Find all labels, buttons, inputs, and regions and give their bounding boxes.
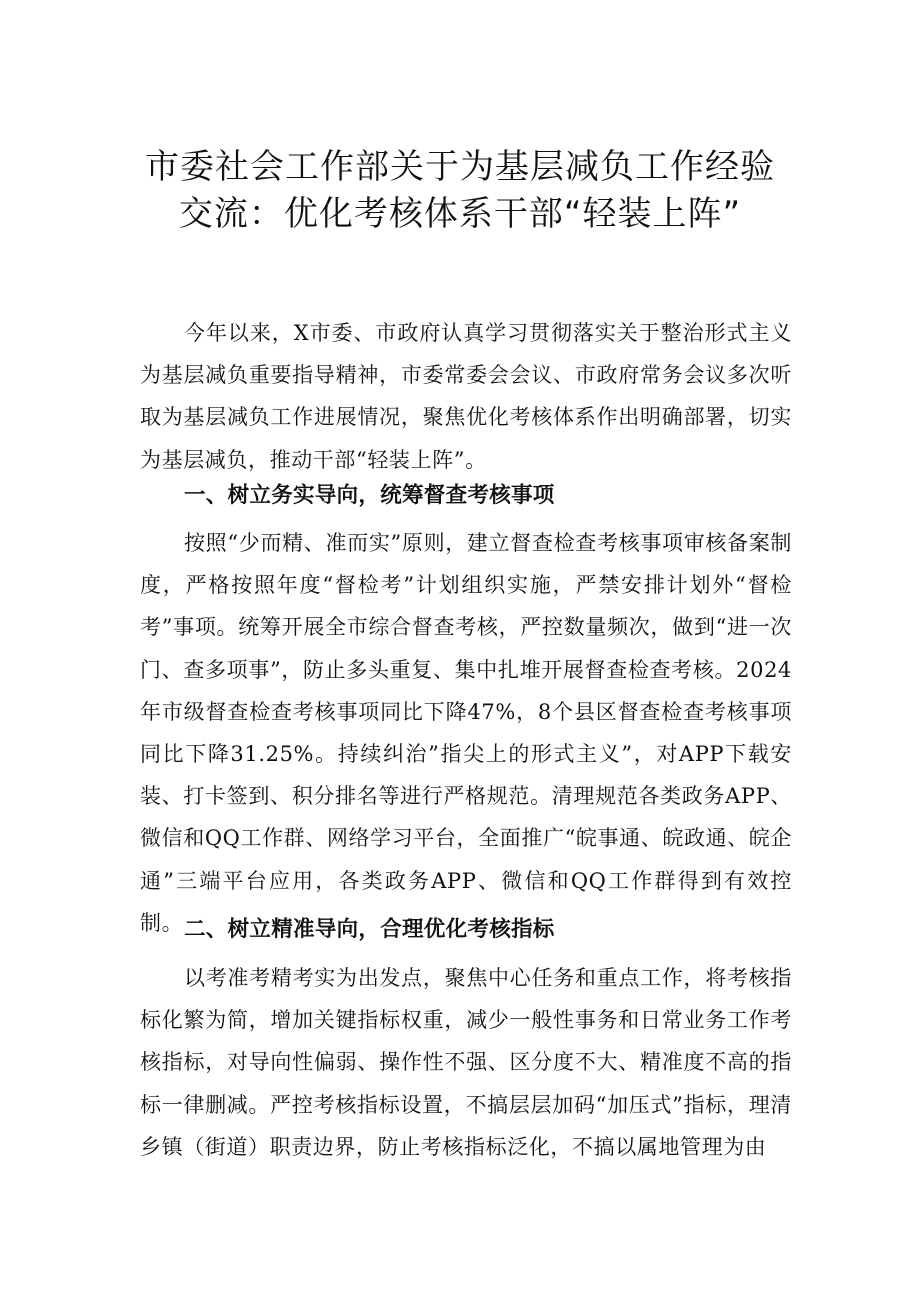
- document-title-line-1: 市委社会工作部关于为基层减负工作经验: [145, 147, 775, 187]
- document-title-line-2: 交流：优化考核体系干部“轻装上阵”: [178, 194, 742, 234]
- intro-paragraph: 今年以来，X市委、市政府认真学习贯彻落实关于整治形式主义为基层减负重要指导精神，市委常委会会议、市政府常务会议多次听取为基层减负工作进展情况，聚焦优化考核体系作出明确部署，切实为基层减负，推动干部“轻装上阵”。: [140, 321, 792, 472]
- section-1-body: 按照“少而精、准而实”原则，建立督查检查考核事项审核备案制度，严格按照年度“督检考”计划组织实施，严禁安排计划外“督检考”事项。统筹开展全市综合督查考核，严控数量频次，做到“进一次门、查多项事”，防止多头重复、集中扎堆开展督查检查考核。2024年市级督查检查考核事项同比下降47%，8个县区督查检查考核事项同比下降31.25%。持续纠治”指尖上的形式主义”，对APP下载安装、打卡签到、积分排名等进行严格规范。清理规范各类政务APP、微信和QQ工作群、网络学习平台，全面推广“皖事通、皖政通、皖企通”三端平台应用，各类政务APP、微信和QQ工作群得到有效控制。: [140, 531, 792, 935]
- section-2-body: 以考准考精考实为出发点，聚焦中心任务和重点工作，将考核指标化繁为简，增加关键指标权重，减少一般性事务和日常业务工作考核指标，对导向性偏弱、操作性不强、区分度不大、精准度不高的指标一律删减。严控考核指标设置，不搞层层加码“加压式”指标，理清乡镇（街道）职责边界，防止考核指标泛化，不搞以属地管理为由: [140, 966, 792, 1159]
- section-2-heading: 二、树立精准导向，合理优化考核指标: [184, 917, 555, 942]
- section-1-heading: 一、树立务实导向，统筹督查考核事项: [184, 483, 555, 508]
